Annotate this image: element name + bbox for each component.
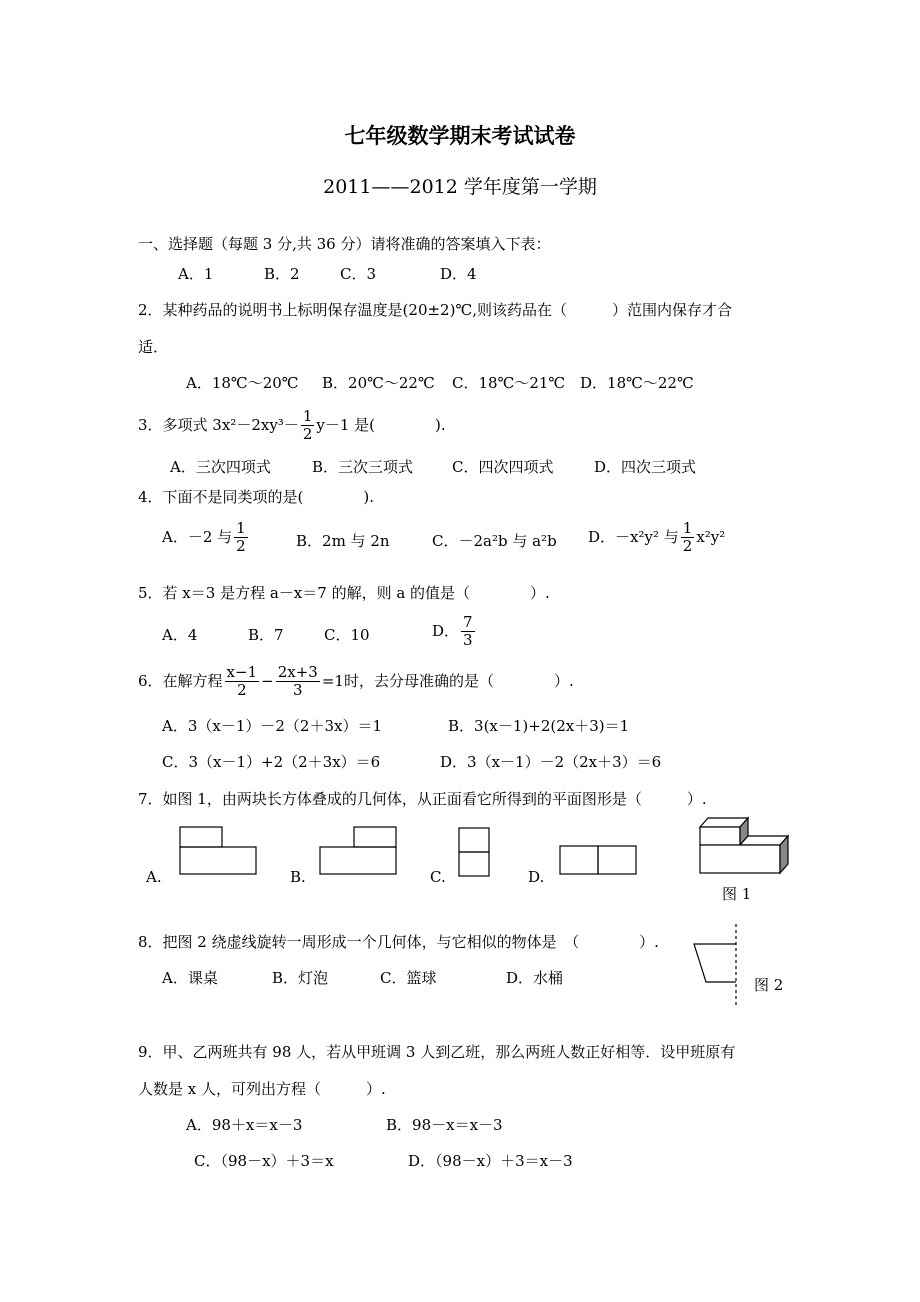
q4-option-d-suffix: x²y² (696, 527, 726, 546)
q7d-left-block (560, 846, 598, 874)
q7b-bottom-block (320, 847, 396, 874)
q5-option-d-label: D． (432, 621, 460, 640)
q6-f2-num: 2x+3 (277, 663, 318, 681)
q2-stem: 2．某种药品的说明书上标明保存温度是(20±2)℃,则该药品在（ ）范围内保存才合 (138, 301, 732, 319)
q8-option-c: C．篮球 (380, 969, 437, 987)
q6-f2-den: 3 (292, 681, 303, 700)
q4-option-c: C．－2a²b 与 a²b (432, 532, 557, 550)
page-subtitle: 2011——2012 学年度第一学期 (323, 176, 597, 198)
q8-stem: 8．把图 2 绕虚线旋转一周形成一个几何体，与它相似的物体是 （ ）. (138, 933, 659, 951)
q6-f1-num: x−1 (226, 663, 258, 681)
q5-option-b: B．7 (248, 626, 284, 644)
q7-figure-c (457, 826, 493, 878)
q6-fraction-1 (225, 664, 260, 700)
q1-option-a: A．1 (178, 265, 214, 283)
q3-option-c: C．四次四项式 (452, 458, 554, 476)
q5-option-d-den: 3 (463, 631, 473, 650)
q7c-bottom-block (459, 852, 489, 876)
q9-stem: 9．甲、乙两班共有 98 人，若从甲班调 3 人到乙班，那么两班人数正好相等．设甲班原有 (138, 1043, 736, 1061)
q9-stem-cont: 人数是 x 人，可列出方程（ ）. (138, 1080, 386, 1098)
q7-figure-d (558, 844, 638, 876)
q6-minus: − (261, 671, 274, 690)
q4-option-a-fraction (234, 520, 248, 556)
q2-option-d: D．18℃～22℃ (580, 374, 694, 392)
q6-option-a: A．3（x－1）－2（2＋3x）＝1 (162, 717, 383, 735)
q7a-top-block (180, 827, 222, 847)
q6-stem-suffix: =1时，去分母准确的是（ ）. (321, 671, 574, 690)
q7a-bottom-block (180, 847, 256, 874)
q3-frac-num: 1 (302, 407, 313, 425)
q2-option-c: C．18℃～21℃ (452, 374, 566, 392)
q7-figure-b (318, 826, 398, 874)
q1-option-d: D．4 (440, 265, 477, 283)
q4-option-a-num: 1 (236, 519, 246, 537)
q2-option-b: B．20℃～22℃ (322, 374, 435, 392)
q3-stem-prefix: 3．多项式 3x²－2xy³－ (138, 415, 299, 434)
q3-option-a: A．三次四项式 (170, 458, 271, 476)
q4-option-a-prefix: A．－2 与 (162, 527, 233, 546)
q9-option-a: A．98＋x＝x－3 (186, 1116, 303, 1134)
q6-option-d: D．3（x－1）－2（2x＋3）＝6 (440, 753, 662, 771)
q9-option-b: B．98－x＝x－3 (386, 1116, 503, 1134)
q7-stem: 7．如图 1，由两块长方体叠成的几何体，从正面看它所得到的平面图形是（ ）. (138, 790, 707, 808)
fig2-trapezoid-outline (694, 944, 736, 982)
q8-option-a: A．课桌 (162, 969, 218, 987)
figure-1-solid (696, 814, 792, 878)
q4-option-d-den: 2 (682, 537, 693, 556)
q7-label-b: B. (290, 868, 306, 886)
q4-option-d-prefix: D．－x²y² 与 (588, 527, 679, 546)
q2-stem-cont: 适． (138, 338, 169, 356)
q8-option-d: D．水桶 (506, 969, 564, 987)
q5-option-d (432, 614, 477, 650)
q7-figure-a (178, 826, 258, 874)
q1-option-c: C．3 (340, 265, 377, 283)
q4-option-d (588, 520, 725, 556)
q5-option-d-num: 7 (463, 613, 473, 631)
q3-option-d: D．四次三项式 (594, 458, 697, 476)
q6-option-c: C．3（x－1）+2（2＋3x）＝6 (162, 753, 381, 771)
q7d-right-block (598, 846, 636, 874)
q4-option-a (162, 520, 250, 556)
q7c-top-block (459, 828, 489, 852)
q3-stem-suffix: y－1 是( ). (316, 415, 446, 434)
q6-option-b: B．3(x－1)+2(2x＋3)＝1 (448, 717, 630, 735)
q7-label-d: D. (528, 868, 545, 886)
figure-1-caption: 图 1 (722, 885, 752, 903)
q6-f1-den: 2 (237, 681, 247, 700)
q4-option-d-num: 1 (682, 519, 693, 537)
q1-option-b: B．2 (264, 265, 300, 283)
q9-option-d: D．（98－x）＋3＝x－3 (408, 1152, 573, 1170)
q3-fraction (301, 408, 315, 444)
q9-option-c: C．（98－x）＋3＝x (194, 1152, 334, 1170)
q7-label-c: C. (430, 868, 446, 886)
q8-option-b: B．灯泡 (272, 969, 329, 987)
q3-option-b: B．三次三项式 (312, 458, 414, 476)
fig1-bottom-front (700, 845, 780, 873)
q6-stem (138, 664, 574, 700)
q3-stem (138, 408, 446, 444)
q5-option-a: A．4 (162, 626, 198, 644)
q6-fraction-2 (276, 664, 320, 700)
figure-2-trapezoid (692, 922, 742, 1008)
section-heading: 一、选择题（每题 3 分,共 36 分）请将准确的答案填入下表： (138, 235, 551, 253)
q4-option-a-den: 2 (236, 537, 246, 556)
q5-stem: 5．若 x＝3 是方程 a－x＝7 的解，则 a 的值是（ ）. (138, 584, 550, 602)
q5-option-d-fraction (461, 614, 475, 650)
q6-stem-prefix: 6．在解方程 (138, 671, 223, 690)
q7-label-a: A. (146, 868, 162, 886)
q4-stem: 4．下面不是同类项的是( ). (138, 488, 375, 506)
q5-option-c: C．10 (324, 626, 370, 644)
q4-option-d-fraction (681, 520, 695, 556)
q7b-top-block (354, 827, 396, 847)
q2-option-a: A．18℃～20℃ (186, 374, 299, 392)
fig1-top-front (700, 827, 740, 845)
q4-option-b: B．2m 与 2n (296, 532, 390, 550)
page-title: 七年级数学期末考试试卷 (344, 123, 576, 148)
q3-frac-den: 2 (302, 425, 313, 444)
figure-2-caption: 图 2 (754, 976, 784, 994)
